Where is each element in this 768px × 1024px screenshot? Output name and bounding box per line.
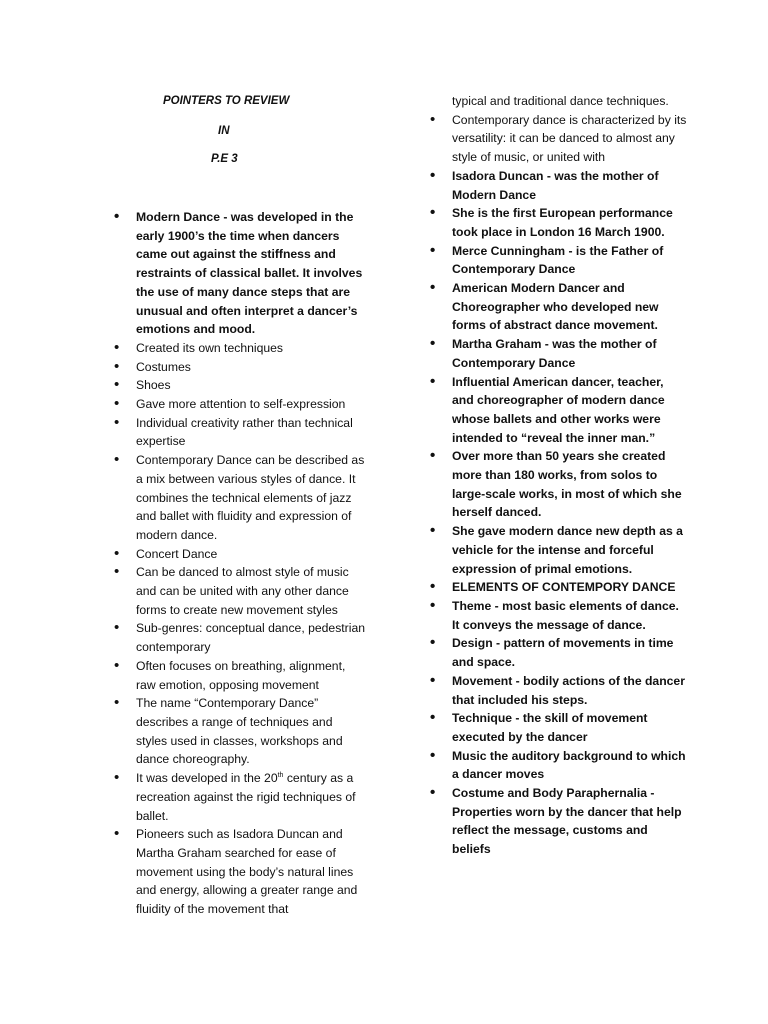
- list-item-text: Shoes: [136, 378, 171, 393]
- list-item-text: American Modern Dancer and Choreographer who developed new forms of abstract dance movement.: [452, 281, 659, 333]
- list-item-text: She gave modern dance new depth as a vehicle for the intense and forceful expression of primal emotions.: [452, 524, 683, 576]
- list-item-text: Martha Graham - was the mother of Contemporary Dance: [452, 337, 657, 370]
- list-item-text: Over more than 50 years she created more than 180 works, from solos to large-scale works, in most of which she herself danced.: [452, 449, 682, 520]
- list-item-text: typical and traditional dance techniques.: [452, 94, 669, 108]
- list-item: [428, 92, 688, 111]
- list-item: [428, 747, 688, 784]
- heading-subject: P.E 3: [211, 153, 238, 165]
- list-item: [112, 694, 367, 769]
- list-item-text: Modern Dance - was developed in the early 1900’s the time when dancers came out against the stiffness and restraints of classical ballet. It involves the use of many dance steps that are unusual and often interpret a dancer’s emotions and mood.: [136, 210, 363, 337]
- list-item: [112, 208, 367, 339]
- list-item: [428, 672, 688, 709]
- list-item: [428, 634, 688, 671]
- list-item-text: Gave more attention to self-expression: [136, 397, 346, 412]
- list-item-text: Design - pattern of movements in time and space.: [452, 636, 674, 670]
- list-item: [428, 597, 688, 634]
- list-item-text: Merce Cunningham - is the Father of Contemporary Dance: [452, 243, 664, 277]
- list-item: [112, 451, 367, 545]
- list-item: [112, 545, 367, 564]
- list-item-text: Sub-genres: conceptual dance, pedestrian contemporary: [136, 621, 366, 655]
- list-item: [428, 373, 688, 448]
- list-item-text: Theme - most basic elements of dance. It conveys the message of dance.: [452, 598, 679, 632]
- list-item-text: Isadora Duncan - was the mother of Modern Dance: [452, 168, 659, 202]
- list-item-text: Contemporary dance is characterized by its versatility: it can be danced to almost any style of music, or united with: [452, 112, 687, 165]
- list-item: [428, 111, 688, 167]
- list-item: [428, 167, 688, 204]
- list-item-text: Influential American dancer, teacher, and choreographer of modern dance whose ballets and other works were intended to “reveal the inner man.”: [452, 374, 665, 445]
- list-item: [428, 522, 688, 578]
- list-item: [428, 204, 688, 241]
- list-item-text: Movement - bodily actions of the dancer that included his steps.: [452, 673, 685, 707]
- list-item: [428, 709, 688, 746]
- list-item: [428, 447, 688, 522]
- list-item-text: The name “Contemporary Dance” describes a range of techniques and styles used in classes, workshops and dance choreography.: [136, 696, 343, 767]
- list-item-text: Costume and Body Paraphernalia - Properties worn by the dancer that help reflect the message, customs and beliefs: [452, 786, 682, 857]
- list-item: [112, 395, 367, 414]
- list-item-text: Concert Dance: [136, 546, 218, 561]
- list-item: [112, 657, 367, 694]
- list-item: [428, 279, 688, 335]
- list-item-text: Music the auditory background to which a dancer moves: [452, 748, 686, 782]
- list-item-text: Costumes: [136, 359, 191, 374]
- list-item: [112, 563, 367, 619]
- left-column-list: [112, 208, 367, 919]
- list-item: [428, 242, 688, 279]
- list-item-text: Often focuses on breathing, alignment, raw emotion, opposing movement: [136, 658, 346, 692]
- list-item: [428, 578, 688, 597]
- list-item: [112, 769, 367, 825]
- list-item-text: She is the first European performance took place in London 16 March 1900.: [452, 206, 673, 239]
- list-item: [112, 339, 367, 358]
- list-item-text: Individual creativity rather than technical expertise: [136, 415, 353, 449]
- list-item-text: Technique - the skill of movement executed by the dancer: [452, 711, 648, 744]
- list-item: [112, 414, 367, 451]
- list-item: [428, 784, 688, 859]
- list-item-text: Created its own techniques: [136, 340, 284, 355]
- superscript: th: [277, 772, 284, 780]
- list-item: [112, 619, 367, 656]
- list-item: [112, 376, 367, 395]
- list-item: [428, 335, 688, 372]
- document-title: POINTERS TO REVIEW: [163, 95, 290, 107]
- list-item: [112, 825, 367, 919]
- list-item-text: Can be danced to almost style of music and can be united with any other dance forms to create new movement styles: [136, 565, 349, 617]
- list-item-text: Pioneers such as Isadora Duncan and Martha Graham searched for ease of movement using the body’s natural lines and energy, allowing a greater range and fluidity of the movement that: [136, 827, 358, 917]
- heading-in: IN: [218, 125, 230, 137]
- list-item-text: century as a recreation against the rigid techniques of ballet.: [136, 771, 356, 823]
- right-column-list: [428, 92, 688, 859]
- list-item: [112, 358, 367, 377]
- list-item-text: Contemporary Dance can be described as a mix between various styles of dance. It combines the technical elements of jazz and ballet with fluidity and expression of modern dance.: [136, 453, 365, 542]
- list-item-text: It was developed in the 20: [136, 771, 278, 786]
- list-item-text: ELEMENTS OF CONTEMPORY DANCE: [452, 580, 676, 595]
